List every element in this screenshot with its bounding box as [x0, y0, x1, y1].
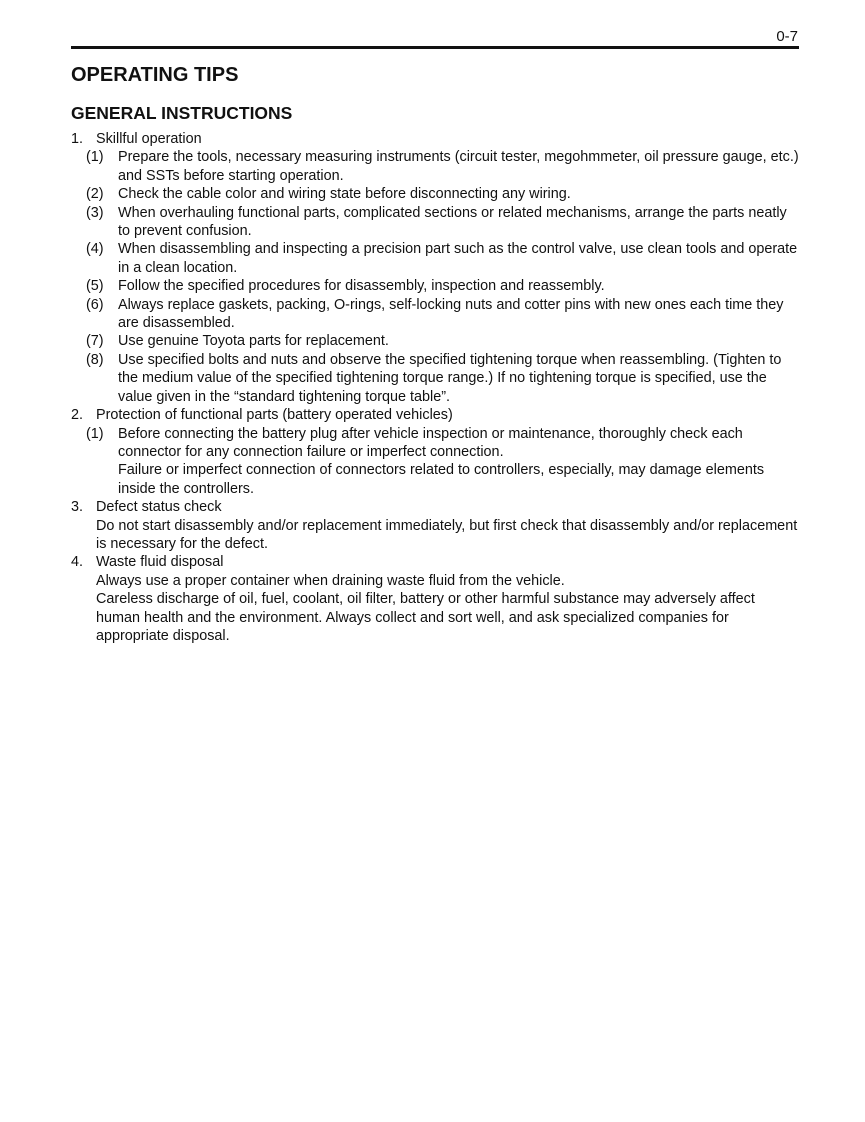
- item-number: (7): [86, 333, 104, 350]
- item-text: Follow the specified procedures for disassembly, inspection and reassembly.: [118, 278, 605, 295]
- item-number: (1): [86, 425, 104, 442]
- item-number: (1): [86, 149, 104, 166]
- list-item: [71, 185, 799, 203]
- item-text: Before connecting the battery plug after vehicle inspection or maintenance, thoroughly check each connector for any connection failure or imperfect connection.: [118, 425, 743, 460]
- item-text: Check the cable color and wiring state before disconnecting any wiring.: [118, 186, 571, 203]
- section-paragraph: Always use a proper container when draining waste fluid from the vehicle.: [96, 572, 565, 589]
- document-body: [71, 62, 799, 645]
- item-number: (3): [86, 204, 104, 221]
- item-number: (5): [86, 278, 104, 295]
- item-text: When overhauling functional parts, complicated sections or related mechanisms, arrange the parts neatly to prevent confusion.: [118, 204, 787, 240]
- section-heading: Defect status check: [96, 499, 222, 516]
- item-text: Use genuine Toyota parts for replacement.: [118, 333, 389, 350]
- section-heading: Skillful operation: [96, 131, 202, 147]
- item-text: When disassembling and inspecting a precision part such as the control valve, use clean tools and operate in a clean location.: [118, 241, 798, 276]
- item-number: (4): [86, 241, 104, 258]
- list-item: [71, 148, 799, 185]
- section-defect-status-check: [71, 498, 799, 553]
- section-skillful-operation: [71, 130, 799, 406]
- page-number: 0-7: [776, 28, 798, 45]
- list-item: [71, 277, 799, 295]
- section-number: 3.: [71, 499, 84, 516]
- item-text: Use specified bolts and nuts and observe the specified tightening torque when reassembling. (Tighten to the medium value of the specified tightening torque range.) If no tightening torque is specified, use the value given in the “standard tightening torque table”.: [118, 351, 782, 405]
- header-rule: [71, 46, 799, 49]
- list-item: [71, 204, 799, 241]
- item-text: Prepare the tools, necessary measuring instruments (circuit tester, megohmmeter, oil pressure gauge, etc.) and SSTs before starting operation.: [118, 149, 799, 184]
- page-title: OPERATING TIPS: [71, 64, 239, 86]
- item-number: (2): [86, 186, 104, 203]
- item-text-continued: Failure or imperfect connection of connectors related to controllers, especially, may damage elements inside the controllers.: [118, 462, 765, 497]
- list-item: [71, 351, 799, 406]
- item-number: (8): [86, 351, 104, 368]
- section-protection-functional-parts: [71, 406, 799, 498]
- section-number: 2.: [71, 407, 84, 424]
- item-number: (6): [86, 296, 104, 313]
- section-paragraph: Careless discharge of oil, fuel, coolant, oil filter, battery or other harmful substance may adversely affect human health and the environment. Always collect and sort well, and ask specialized companies for appropriate disposal.: [96, 591, 755, 644]
- list-item: [71, 425, 799, 499]
- list-item: [71, 240, 799, 277]
- section-heading: Protection of functional parts (battery operated vehicles): [96, 407, 453, 424]
- section-heading: Waste fluid disposal: [96, 554, 224, 571]
- section-subtitle: GENERAL INSTRUCTIONS: [71, 103, 293, 123]
- item-text: Always replace gaskets, packing, O-rings, self-locking nuts and cotter pins with new ones each time they are disassembled.: [118, 296, 784, 332]
- section-number: 1.: [71, 131, 84, 147]
- section-waste-fluid-disposal: [71, 553, 799, 645]
- list-item: [71, 296, 799, 333]
- section-paragraph: Do not start disassembly and/or replacement immediately, but first check that disassembly and/or replacement is necessary for the defect.: [96, 517, 798, 552]
- list-item: [71, 332, 799, 350]
- section-number: 4.: [71, 554, 84, 571]
